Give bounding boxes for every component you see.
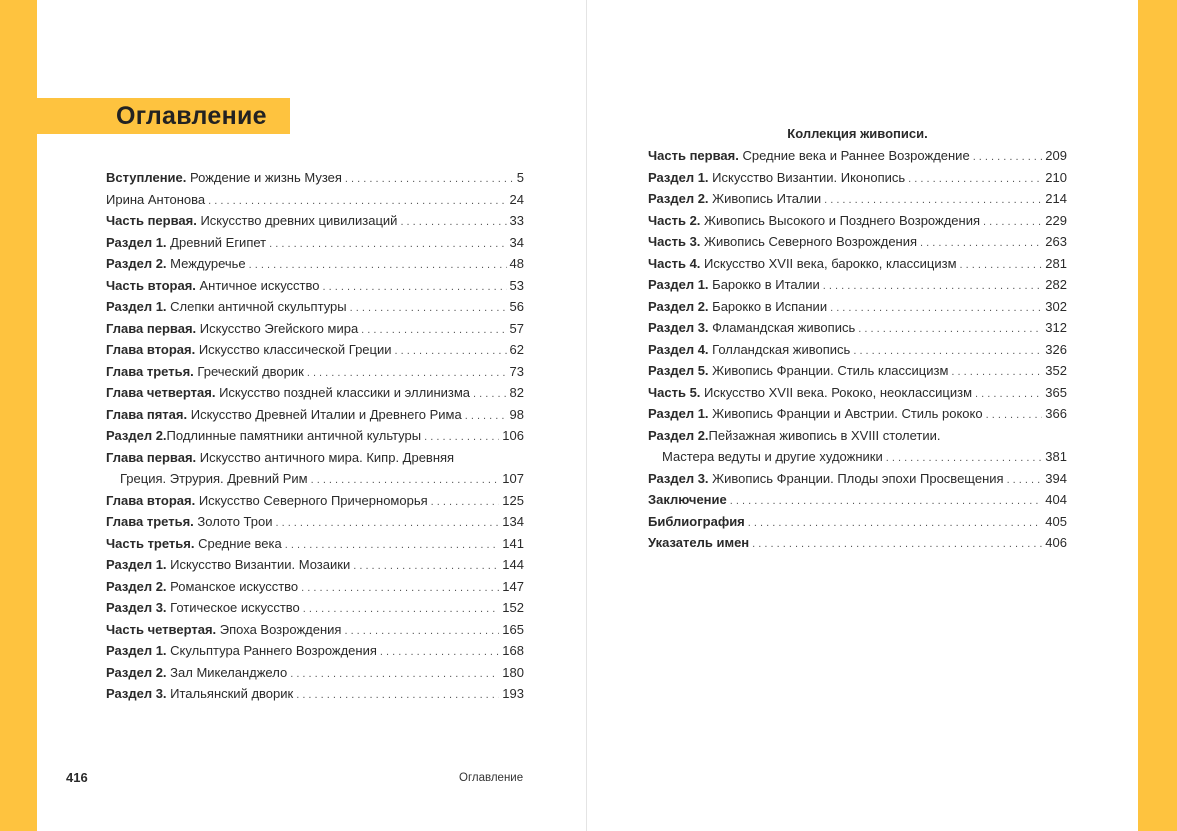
toc-entry	[106, 597, 524, 619]
toc-entry-page: 214	[1045, 191, 1067, 206]
toc-entry	[648, 403, 1067, 425]
toc-entry-page: 144	[502, 557, 524, 572]
dot-leader	[920, 233, 1042, 255]
toc-entry-title: Искусство XVII века. Рококо, неоклассицизм	[700, 384, 973, 400]
toc-entry-title: Зал Микеланджело	[166, 664, 288, 680]
toc-entry-title: Барокко в Испании	[708, 298, 828, 314]
toc-entry	[106, 189, 524, 211]
toc-entry-title: Греция. Этрурия. Древний Рим	[120, 471, 308, 486]
toc-entry-page: 82	[509, 385, 524, 400]
toc-entry-page: 404	[1045, 492, 1067, 507]
left-yellow-strip	[0, 0, 37, 831]
toc-entry	[106, 554, 524, 576]
toc-entry-title: Живопись Франции. Плоды эпохи Просвещения	[708, 470, 1004, 486]
toc-entry-title: Искусство древних цивилизаций	[196, 213, 398, 228]
toc-entry	[106, 490, 524, 512]
toc-entry-label: Глава вторая.	[106, 492, 196, 508]
toc-entry	[106, 210, 524, 232]
dot-leader	[986, 405, 1043, 427]
toc-entry-page: 168	[502, 643, 524, 658]
toc-entry-title: Готическое искусство	[166, 600, 300, 615]
toc-entry	[106, 576, 524, 598]
dot-leader	[730, 491, 1043, 513]
toc-entry-label: Часть вторая.	[106, 277, 196, 293]
toc-entry-title: Искусство поздней классики и эллинизма	[215, 385, 471, 400]
toc-entry-label: Глава пятая.	[106, 406, 188, 422]
toc-entry-title: Барокко в Италии	[708, 277, 820, 292]
toc-entry-page: 106	[502, 428, 524, 443]
toc-entry-page: 48	[509, 256, 524, 271]
toc-entry-page: 152	[502, 600, 524, 615]
toc-entry-page: 134	[502, 514, 524, 529]
toc-entry-label: Раздел 1.	[648, 406, 709, 421]
toc-entry-title: Итальянский дворик	[166, 686, 294, 701]
dot-leader	[431, 492, 500, 514]
toc-entry-label: Раздел 1.	[106, 234, 167, 250]
toc-entry-title: Искусство Древней Италии и Древнего Рима	[187, 406, 462, 422]
toc-entry-page: 263	[1045, 234, 1067, 249]
dot-leader	[465, 406, 507, 428]
dot-leader	[473, 384, 507, 406]
toc-entry	[106, 447, 524, 469]
dot-leader	[960, 255, 1043, 277]
toc-entry-title: Искусство Эгейского мира	[196, 320, 359, 336]
toc-entry-title: Искусство античного мира. Кипр. Древняя	[196, 449, 455, 465]
toc-entry-title: Романское искусство	[166, 578, 299, 594]
toc-entry-title: Живопись Северного Возрождения	[700, 234, 918, 249]
toc-entry-page: 210	[1045, 169, 1067, 185]
dot-leader	[345, 169, 514, 191]
toc-entry-page: 229	[1045, 212, 1067, 228]
dot-leader	[323, 277, 507, 299]
toc-entry-title: Фламандская живопись	[708, 320, 856, 335]
dot-leader	[269, 234, 506, 256]
toc-entry	[648, 425, 1067, 447]
toc-entry-title: Искусство Византии. Иконопись	[708, 169, 906, 185]
toc-entry-title: Золото Трои	[193, 514, 273, 529]
toc-entry-label: Заключение	[648, 492, 727, 507]
dot-leader	[908, 169, 1042, 191]
toc-entry-page: 312	[1045, 320, 1067, 335]
toc-entry	[106, 662, 524, 684]
toc-entry-label: Глава первая.	[106, 320, 197, 336]
toc-entry-label: Раздел 2.	[648, 298, 709, 314]
dot-leader	[752, 534, 1042, 556]
toc-entry-title: Эпоха Возрождения	[216, 621, 342, 637]
toc-entry	[648, 489, 1067, 511]
toc-entry	[648, 253, 1067, 275]
toc-entry-title: Искусство XVII века, барокко, классицизм	[700, 255, 957, 271]
toc-entry-label: Часть 2.	[648, 212, 701, 228]
dot-leader	[395, 341, 507, 363]
dot-leader	[361, 320, 506, 342]
dot-leader	[353, 556, 499, 578]
toc-entry-label: Раздел 2.	[106, 578, 167, 594]
toc-entry-title: Живопись Высокого и Позднего Возрождения	[700, 212, 981, 228]
toc-entry-page: 34	[509, 234, 524, 250]
toc-entry-page: 62	[509, 342, 524, 357]
toc-entry-page: 381	[1045, 449, 1067, 464]
toc-entry-label: Раздел 3.	[106, 600, 167, 615]
toc-entry-page: 406	[1045, 535, 1067, 550]
dot-leader	[951, 362, 1042, 384]
toc-entry	[106, 468, 524, 490]
toc-entry-label: Раздел 2.	[648, 191, 709, 206]
toc-entry-label: Глава первая.	[106, 449, 197, 465]
toc-entry	[106, 511, 524, 533]
toc-entry	[648, 382, 1067, 404]
toc-entry-page: 282	[1045, 277, 1067, 292]
toc-entry-title: Скульптура Раннего Возрождения	[166, 643, 377, 658]
toc-entry-page: 352	[1045, 363, 1067, 378]
toc-entry-label: Раздел 3.	[106, 686, 167, 701]
dot-leader	[290, 664, 499, 686]
toc-entry	[648, 532, 1067, 554]
toc-entry	[106, 533, 524, 555]
dot-leader	[748, 513, 1043, 535]
toc-entry-title: Греческий дворик	[193, 363, 304, 379]
page-gutter	[586, 0, 587, 831]
toc-entry-page: 98	[509, 406, 524, 422]
dot-leader	[275, 513, 499, 535]
toc-entry-title: Искусство классической Греции	[195, 342, 392, 357]
toc-entry	[106, 640, 524, 662]
dot-leader	[350, 298, 507, 320]
toc-entry-label: Глава третья.	[106, 514, 194, 529]
toc-entry-page: 405	[1045, 513, 1067, 529]
toc-entry-label: Часть первая.	[648, 148, 739, 163]
toc-entry	[106, 619, 524, 641]
dot-leader	[249, 255, 507, 277]
toc-entry	[106, 232, 524, 254]
dot-leader	[301, 578, 499, 600]
toc-entry-label: Библиография	[648, 513, 745, 529]
toc-entry-page: 180	[502, 664, 524, 680]
toc-entry-label: Раздел 1.	[106, 299, 167, 314]
toc-entry-page: 53	[509, 277, 524, 293]
toc-entry	[106, 253, 524, 275]
toc-entry	[648, 446, 1067, 468]
toc-entry-label: Указатель имен	[648, 535, 750, 550]
toc-entry-label: Раздел 2.	[106, 428, 167, 443]
toc-entry-page: 141	[502, 535, 524, 551]
toc-entry-page: 5	[516, 170, 524, 185]
toc-entry-label: Часть первая.	[106, 213, 197, 228]
dot-leader	[983, 212, 1042, 234]
toc-entry-label: Часть 4.	[648, 255, 701, 271]
toc-entry-label: Раздел 2.	[106, 664, 167, 680]
toc-right-column	[648, 145, 1067, 554]
dot-leader	[858, 319, 1042, 341]
toc-entry	[106, 404, 524, 426]
dot-leader	[208, 191, 506, 213]
toc-entry	[106, 167, 524, 189]
toc-entry-title: Рождение и жизнь Музея	[186, 170, 342, 185]
dot-leader	[296, 685, 499, 707]
toc-entry-page: 33	[509, 213, 524, 228]
toc-entry-title: Подлинные памятники античной культуры	[166, 428, 422, 443]
toc-entry-title: Искусство Византии. Мозаики	[166, 557, 351, 572]
section-heading: Коллекция живописи.	[787, 126, 928, 141]
toc-entry-page: 147	[502, 578, 524, 594]
dot-leader	[886, 448, 1043, 470]
toc-entry	[648, 296, 1067, 318]
toc-entry-title: Слепки античной скульптуры	[166, 299, 347, 314]
page-number: 416	[66, 770, 88, 785]
toc-entry-title: Древний Египет	[166, 234, 267, 250]
dot-leader	[400, 212, 506, 234]
toc-entry	[106, 425, 524, 447]
toc-entry-label: Раздел 4.	[648, 341, 709, 357]
dot-leader	[1007, 470, 1043, 492]
toc-entry-page: 193	[502, 686, 524, 701]
toc-entry	[648, 210, 1067, 232]
toc-entry	[106, 382, 524, 404]
toc-entry	[648, 145, 1067, 167]
toc-entry-label: Раздел 1.	[648, 169, 709, 185]
toc-entry-label: Раздел 2.	[648, 427, 709, 443]
toc-entry	[648, 231, 1067, 253]
toc-entry	[106, 296, 524, 318]
toc-entry	[106, 361, 524, 383]
toc-entry-title: Живопись Франции. Стиль классицизм	[708, 363, 949, 378]
toc-entry-title: Мастера ведуты и другие художники	[662, 449, 883, 464]
right-yellow-strip	[1138, 0, 1177, 831]
toc-entry-page: 165	[502, 621, 524, 637]
toc-entry	[648, 274, 1067, 296]
toc-entry-title: Голландская живопись	[708, 341, 851, 357]
toc-entry-page: 326	[1045, 341, 1067, 357]
toc-entry-label: Раздел 1.	[106, 643, 167, 658]
dot-leader	[823, 276, 1043, 298]
toc-entry-label: Глава вторая.	[106, 342, 196, 357]
toc-entry-label: Раздел 1.	[648, 277, 709, 292]
toc-entry	[106, 339, 524, 361]
toc-entry	[648, 360, 1067, 382]
toc-entry	[648, 339, 1067, 361]
toc-entry-title: Живопись Франции и Австрии. Стиль рококо	[708, 406, 983, 421]
toc-entry-title: Средние века	[194, 535, 282, 551]
toc-entry-title: Искусство Северного Причерноморья	[195, 492, 428, 508]
running-head: Оглавление	[459, 772, 524, 784]
toc-entry-title: Междуречье	[166, 256, 246, 271]
dot-leader	[853, 341, 1042, 363]
toc-entry	[648, 188, 1067, 210]
toc-entry-page: 366	[1045, 406, 1067, 421]
toc-entry-page: 73	[509, 363, 524, 379]
toc-entry-title: Ирина Антонова	[106, 191, 206, 207]
toc-entry-label: Вступление.	[106, 170, 187, 185]
toc-entry-page: 209	[1045, 148, 1067, 163]
toc-entry	[648, 511, 1067, 533]
toc-entry-label: Часть третья.	[106, 535, 195, 551]
dot-leader	[830, 298, 1042, 320]
toc-entry-title: Живопись Италии	[708, 191, 822, 206]
toc-entry	[648, 167, 1067, 189]
toc-entry	[648, 468, 1067, 490]
dot-leader	[344, 621, 499, 643]
toc-entry-label: Раздел 1.	[106, 557, 167, 572]
toc-entry-label: Раздел 3.	[648, 320, 709, 335]
toc-entry-page: 365	[1045, 384, 1067, 400]
dot-leader	[285, 535, 500, 557]
toc-entry-page: 302	[1045, 298, 1067, 314]
page-title: Оглавление	[116, 102, 267, 130]
toc-entry-page: 56	[509, 299, 524, 314]
toc-entry-label: Часть 5.	[648, 384, 701, 400]
toc-entry-page: 125	[502, 492, 524, 508]
toc-entry	[106, 683, 524, 705]
dot-leader	[975, 384, 1042, 406]
toc-entry-label: Раздел 3.	[648, 470, 709, 486]
toc-entry-page: 57	[509, 320, 524, 336]
toc-entry	[106, 318, 524, 340]
toc-entry-page: 281	[1045, 255, 1067, 271]
toc-entry-label: Часть 3.	[648, 234, 701, 249]
toc-entry	[106, 275, 524, 297]
dot-leader	[380, 642, 499, 664]
toc-entry-page: 24	[509, 191, 524, 207]
toc-entry-label: Глава третья.	[106, 363, 194, 379]
dot-leader	[311, 470, 500, 492]
dot-leader	[303, 599, 500, 621]
toc-entry-label: Раздел 5.	[648, 363, 709, 378]
toc-entry	[648, 317, 1067, 339]
toc-entry-page: 394	[1045, 470, 1067, 486]
dot-leader	[424, 427, 499, 449]
dot-leader	[307, 363, 507, 385]
toc-entry-title: Античное искусство	[195, 277, 320, 293]
toc-entry-label: Раздел 2.	[106, 256, 167, 271]
toc-left-column	[106, 167, 524, 705]
dot-leader	[824, 190, 1042, 212]
toc-entry-title: Пейзажная живопись в XVIII столетии.	[708, 427, 941, 443]
toc-entry-label: Часть четвертая.	[106, 621, 217, 637]
toc-entry-label: Глава четвертая.	[106, 385, 216, 400]
toc-entry-title: Средние века и Раннее Возрождение	[738, 148, 970, 163]
toc-entry-page: 107	[502, 471, 524, 486]
dot-leader	[973, 147, 1043, 169]
